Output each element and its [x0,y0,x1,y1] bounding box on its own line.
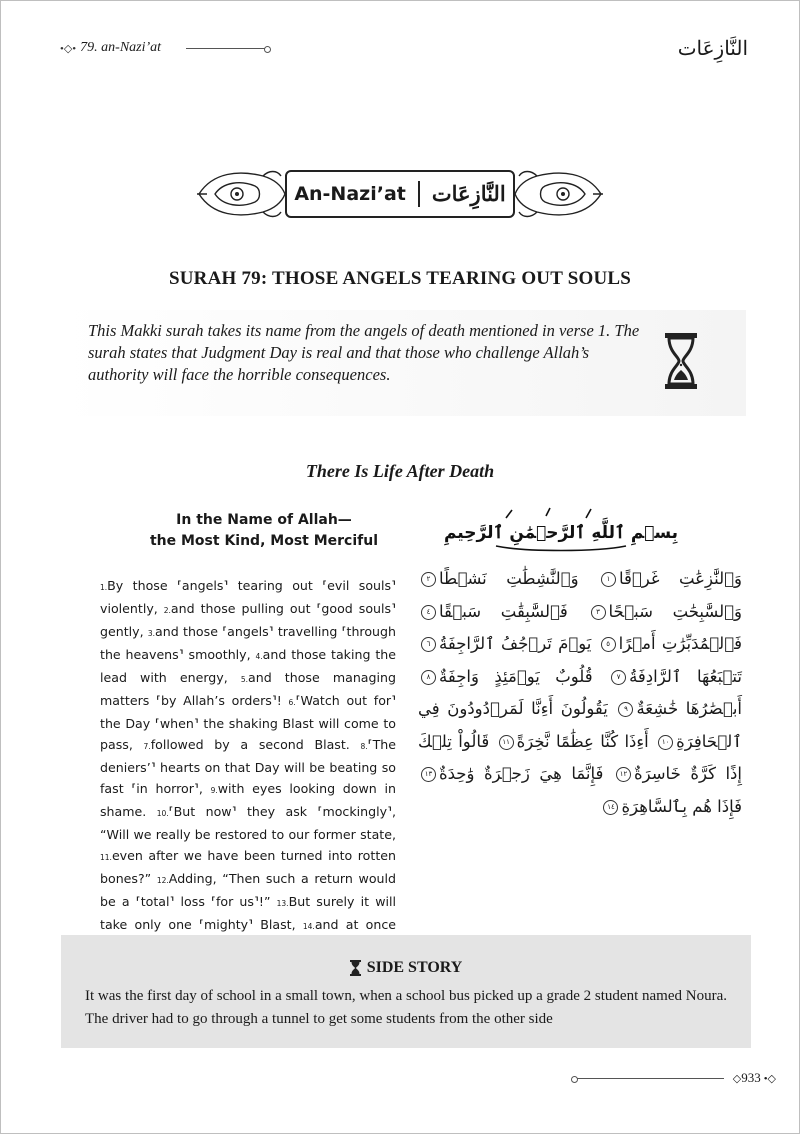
verse-text: and those ⸢angels⸣ travelling ⸢through the heavens⸣ smoothly, [100,624,396,662]
arabic-verse: يَوۡمَ تَرۡجُفُ ٱلرَّاجِفَةُ [439,634,592,653]
verse-text: Adding, “Then such a return would be a ⸢total⸣ loss ⸢for us⸣!” [100,871,396,909]
bismillah-line-2: the Most Kind, Most Merciful [149,533,379,549]
ayah-number-marker: ٤ [421,605,436,620]
arabic-verse: أَءِذَا كُنَّا عِظَٰمًا نَّخِرَةً [516,731,649,751]
verse-number: 2. [163,606,171,615]
surah-heading: SURAH 79: THOSE ANGELS TEARING OUT SOULS [168,268,632,289]
ayah-number-marker: ٣ [591,605,606,620]
arabic-verse: فَٱلۡمُدَبِّرَٰتِ أَمۡرًا [618,634,742,653]
hourglass-icon [350,960,361,976]
arabic-verse: وَٱلسَّٰبِحَٰتِ سَبۡحًا [608,601,743,621]
ayah-number-marker: ٦ [421,637,436,652]
ayah-number-marker: ٥ [601,637,616,652]
english-translation [100,575,396,958]
ornament-icon: •◇• [60,42,77,55]
arabic-verse: قَالُواْ تِلۡكَ إِذًا كَرَّةٌ خَاسِرَةٌ [418,731,742,783]
side-story-title: SIDE STORY [366,959,463,976]
verse-text: followed by a second Blast. [150,737,361,752]
verse-number: 3. [147,629,156,638]
side-story-text: It was the first day of school in a small town, when a school bus picked up a grade 2 student named Noura. The driver had to go through a tunnel to get some students from the other side [85,988,727,1027]
running-header-arabic: النَّازِعَات [677,38,748,60]
title-divider [418,181,420,207]
running-header-left [60,40,161,56]
page-footer [574,1070,776,1086]
arabic-verse: فَإِذَا هُم بِٱلسَّاهِرَةِ [621,796,742,816]
ayah-number-marker: ١ [601,572,616,587]
verse-number: 9. [210,786,218,795]
surah-title-english: An-Nazi’at [294,183,406,205]
arabic-verse: تَتۡبَعُهَا ٱلرَّادِفَةُ [629,666,742,686]
verse-text: By those ⸢angels⸣ tearing out ⸢evil souls⸣ violently, [100,578,396,616]
bismillah-line-1: In the Name of Allah— [176,512,352,528]
footer-rule [574,1078,724,1079]
running-header-surah-name: 79. an-Nazi’at [80,40,162,55]
ornament-icon: ◇ [732,1072,742,1085]
verse-number: 12. [156,876,169,885]
ayah-number-marker: ١٤ [603,800,618,815]
ayah-number-marker: ٧ [611,670,626,685]
ornament-icon: •◇ [763,1072,776,1085]
ayah-number-marker: ٨ [421,670,436,685]
arabic-verse: فَإِنَّمَا هِيَ زَجۡرَةٌ وَٰحِدَةٌ [439,764,604,783]
verse-text: ⸢Watch out for⸣ the Day ⸢when⸣ the shaking Blast will come to pass, [100,693,397,752]
verse-text: even after we have been turned into rotten bones?” [100,848,396,886]
verse-number: 6. [288,698,296,707]
verse-text: ⸢The deniers’⸣ hearts on that Day will be beating so fast ⸢in horror⸣, [100,737,397,796]
verse-text: and those pulling out ⸢good souls⸣ gently, [100,601,396,639]
ayah-number-marker: ١٣ [421,767,436,782]
verse-text: and those managing matters ⸢by Allah’s orders⸣! [100,670,396,708]
verse-number: 10. [156,809,169,818]
verse-number: 5. [240,675,249,684]
side-story-heading [61,959,751,977]
verse-text: with eyes looking down in shame. [100,781,396,819]
ayah-number-marker: ٢ [421,572,436,587]
verse-text: and at once [314,917,397,932]
bismillah-arabic: بِسۡمِ ٱللَّهِ ٱلرَّحۡمَٰنِ ٱلرَّحِيمِ [443,523,679,543]
intro-box [60,310,746,416]
ayah-number-marker: ١١ [499,735,514,750]
surah-title-arabic: النَّازِعَات [431,181,506,206]
bismillah-calligraphy [443,506,679,554]
ayah-number-marker: ١٢ [616,767,631,782]
verse-text: But surely it will take only one ⸢mighty⸣ Blast, [100,894,396,932]
ayah-number-marker: ٩ [618,702,633,717]
intro-text: This Makki surah takes its name from the angels of death mentioned in verse 1. The surah states that Judgment Day is real and that those who challenge Allah’s authority will face the horrible consequences. [88,321,640,384]
verse-number: 13. [276,899,289,908]
arabic-verse: يَقُولُونَ أَءِنَّا لَمَرۡدُودُونَ فِي ٱلۡحَافِرَةِ [418,699,743,751]
running-header [0,36,800,60]
verse-text: ⸢But now⸣ they ask ⸢mockingly⸣, “Will we really be restored to our former state, [100,804,396,842]
arabic-verse: أَبۡصَٰرُهَا خَٰشِعَةٌ [636,699,742,718]
verse-number: 7. [143,742,151,751]
surah-title-cartouche [193,166,607,222]
header-rule [186,48,268,49]
arabic-verse: وَٱلنَّٰزِعَٰتِ غَرۡقًا [618,569,742,588]
page-number: 933 [741,1070,761,1085]
arabic-verse: فَٱلسَّٰبِقَٰتِ سَبۡقًا [439,601,568,621]
section-heading: There Is Life After Death [305,461,495,481]
hourglass-icon [664,332,698,390]
verse-number: 11. [100,853,112,862]
verse-text: and those taking the lead with energy, [100,647,396,685]
verse-number: 1. [100,583,108,592]
arabic-verse: قُلُوبٌ يَوۡمَئِذٍ وَاجِفَةٌ [439,666,593,686]
arabic-verse: وَٱلنَّٰشِطَٰتِ نَشۡطًا [439,569,579,588]
title-plate [285,170,515,218]
verse-number: 14. [302,922,315,931]
verse-number: 8. [360,742,368,751]
verse-number: 4. [255,652,263,661]
side-story-box [61,935,751,1048]
ayah-number-marker: ١٠ [658,735,673,750]
arabic-text [418,563,742,823]
bismillah-english [104,510,424,552]
